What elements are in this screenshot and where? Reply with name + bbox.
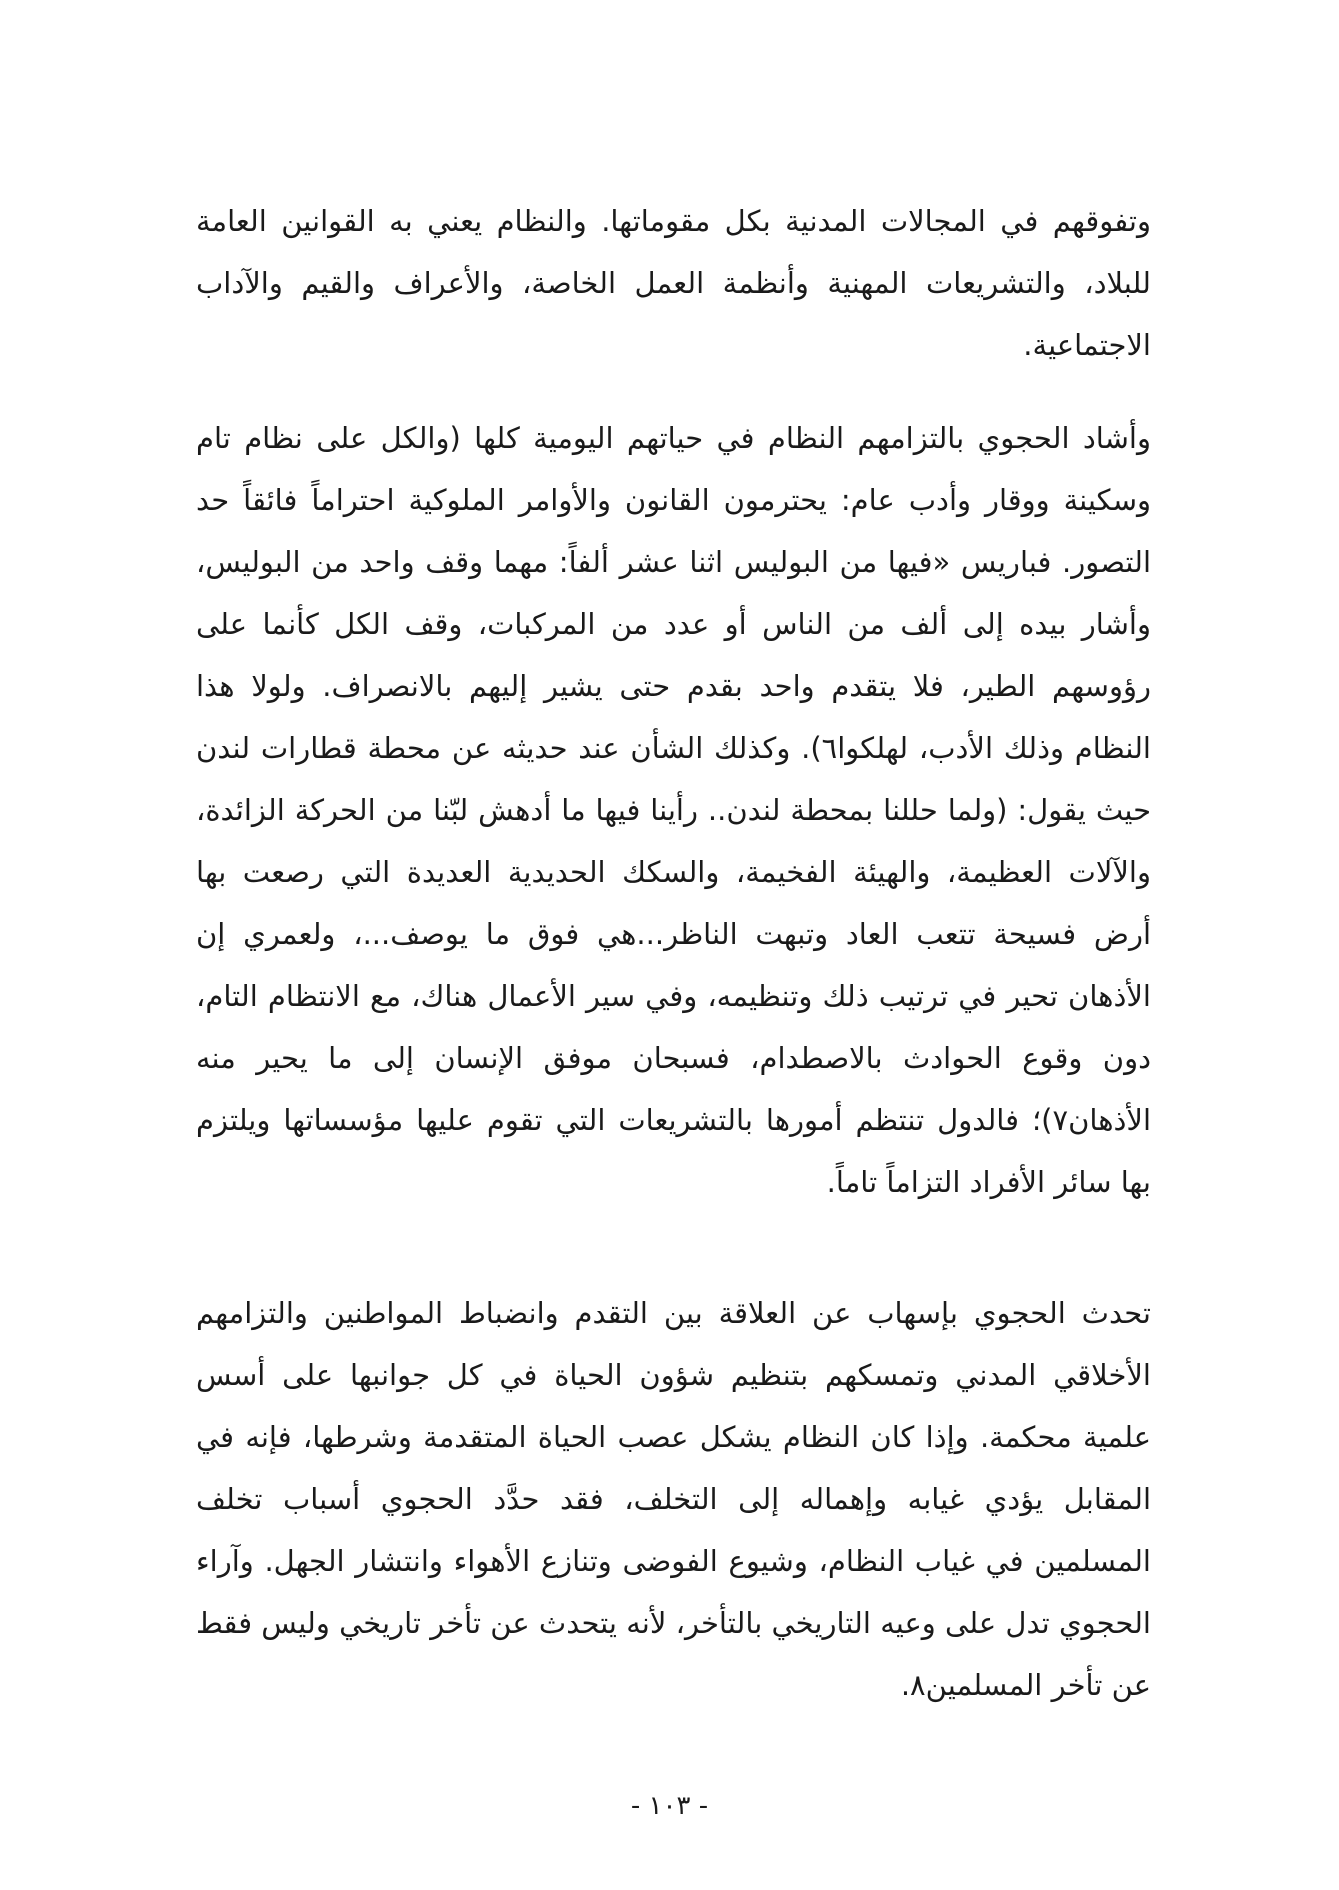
paragraph-2: وأشاد الحجوي بالتزامهم النظام في حياتهم اليومية كلها (والكل على نظام تام وسكينة ووقار وأدب عام: يحترمون القانون والأوامر الملوكية احتراماً فائقاً حد التصور. فباريس «فيها من البوليس اثنا عشر ألفاً: مهما وقف واحد من البوليس، وأشار بيده إلى ألف من الناس أو عدد من المركبات، وقف الكل كأنما على رؤوسهم الطير، فلا يتقدم واحد بقدم حتى يشير إليهم بالانصراف. ولولا هذا النظام وذلك الأدب، لهلكوا٦). وكذلك الشأن عند حديثه عن محطة قطارات لندن حيث يقول: (ولما حللنا بمحطة لندن.. رأينا فيها ما أدهش لبّنا من الحركة الزائدة، والآلات العظيمة، والهيئة الفخيمة، والسكك الحديدية العديدة التي رصعت بها أرض فسيحة تتعب العاد وتبهت الناظر...هي فوق ما يوصف...، ولعمري إن الأذهان تحير في ترتيب ذلك وتنظيمه، وفي سير الأعمال هناك، مع الانتظام التام، دون وقوع الحوادث بالاصطدام، فسبحان موفق الإنسان إلى ما يحير منه الأذهان٧)؛ فالدول تنتظم أمورها بالتشريعات التي تقوم عليها مؤسساتها ويلتزم بها سائر الأفراد التزاماً تاماً. [196, 421, 1151, 1199]
page-number: - ١٠٣ - [630, 1791, 709, 1821]
paragraph-1: وتفوقهم في المجالات المدنية بكل مقوماتها. والنظام يعني به القوانين العامة للبلاد، والتشريعات المهنية وأنظمة العمل الخاصة، والأعراف والقيم والآداب الاجتماعية. [196, 204, 1151, 362]
paragraph-3: تحدث الحجوي بإسهاب عن العلاقة بين التقدم وانضباط المواطنين والتزامهم الأخلاقي المدني وتمسكهم بتنظيم شؤون الحياة في كل جوانبها على أسس علمية محكمة. وإذا كان النظام يشكل عصب الحياة المتقدمة وشرطها، فإنه في المقابل يؤدي غيابه وإهماله إلى التخلف، فقد حدَّد الحجوي أسباب تخلف المسلمين في غياب النظام، وشيوع الفوضى وتنازع الأهواء وانتشار الجهل. وآراء الحجوي تدل على وعيه التاريخي بالتأخر، لأنه يتحدث عن تأخر تاريخي وليس فقط عن تأخر المسلمين٨. [196, 1296, 1151, 1702]
